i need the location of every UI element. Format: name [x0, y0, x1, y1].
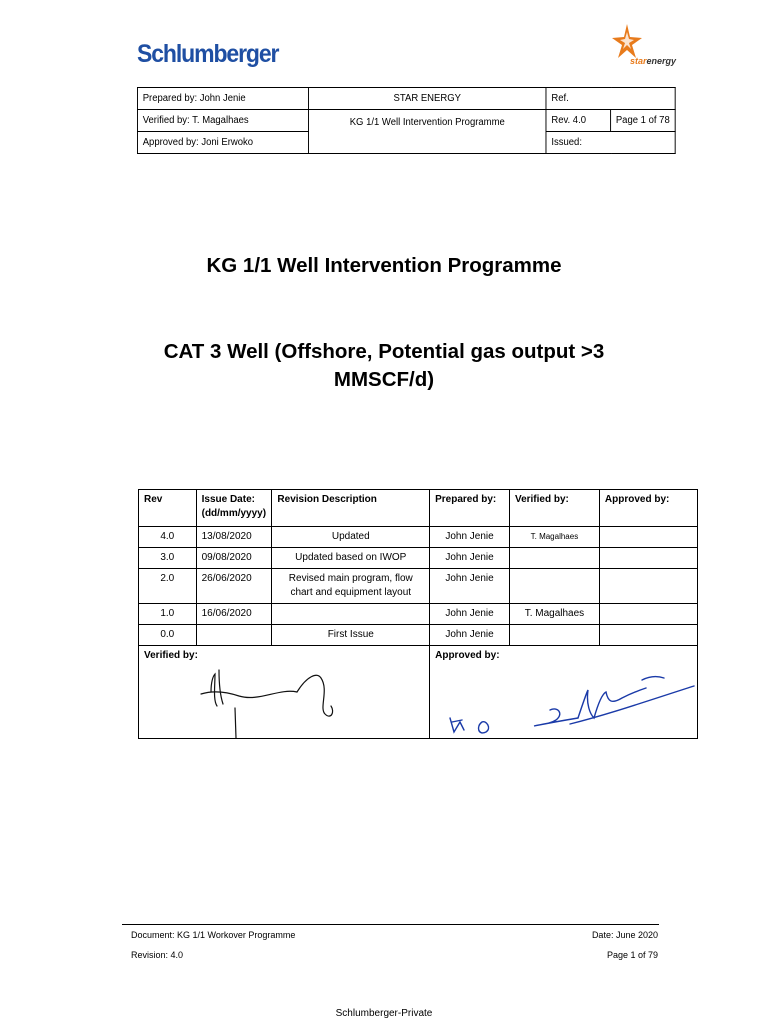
verified-by [509, 569, 599, 604]
col-header-verified: Verified by: [509, 490, 599, 527]
verified-by-label: Verified by: [144, 650, 198, 661]
page-cell: Page 1 of 78 [611, 110, 676, 132]
prepared-by-cell: Prepared by: John Jenie [137, 88, 308, 110]
col-header-rev: Rev [139, 490, 197, 527]
revision-description: First Issue [272, 625, 430, 646]
footer-page: Page 1 of 79 [606, 950, 658, 960]
approved-by [599, 527, 697, 548]
star-icon [612, 24, 642, 60]
schlumberger-logo: Schlumberger [137, 40, 279, 68]
rev-number: 1.0 [139, 604, 197, 625]
revision-description [272, 604, 430, 625]
verified-by: T. Magalhaes [509, 604, 599, 625]
star-energy-logo [606, 24, 686, 80]
prepared-by: John Jenie [430, 569, 510, 604]
revision-description: Updated based on IWOP [272, 548, 430, 569]
col-header-prepared: Prepared by: [430, 490, 510, 527]
issue-date: 16/06/2020 [196, 604, 272, 625]
col-header-approved: Approved by: [599, 490, 697, 527]
prepared-by: John Jenie [430, 548, 510, 569]
approved-by [599, 604, 697, 625]
revision-description: Revised main program, flow chart and equipment layout [272, 569, 430, 604]
revision-table [138, 489, 698, 739]
verified-by [509, 625, 599, 646]
footer-revision: Revision: 4.0 [131, 950, 184, 960]
approved-by-cell: Approved by: Joni Erwoko [137, 132, 308, 154]
classification-label: Schlumberger-Private [335, 1008, 433, 1019]
prepared-by: John Jenie [430, 527, 510, 548]
footer-date: Date: June 2020 [591, 930, 658, 940]
issued-cell: Issued: [546, 132, 675, 154]
verified-by: T. Magalhaes [509, 527, 599, 548]
issue-date [196, 625, 272, 646]
table-row [139, 569, 698, 604]
rev-number: 3.0 [139, 548, 197, 569]
rev-cell: Rev. 4.0 [546, 110, 611, 132]
footer-divider [122, 924, 659, 925]
col-header-issue-date: Issue Date: (dd/mm/yyyy) [196, 490, 272, 527]
issue-date: 26/06/2020 [196, 569, 272, 604]
verified-by [509, 548, 599, 569]
approved-by [599, 569, 697, 604]
rev-number: 4.0 [139, 527, 197, 548]
prepared-by: John Jenie [430, 604, 510, 625]
signature-row [139, 646, 698, 739]
verified-by-cell: Verified by: T. Magalhaes [137, 110, 308, 132]
approved-by-label: Approved by: [435, 650, 500, 661]
prepared-by: John Jenie [430, 625, 510, 646]
verified-signature-cell [139, 646, 430, 739]
col-header-description: Revision Description [272, 490, 430, 527]
revision-header-row [139, 490, 698, 527]
approved-by [599, 625, 697, 646]
issue-date: 09/08/2020 [196, 548, 272, 569]
issue-date: 13/08/2020 [196, 527, 272, 548]
document-header-table [137, 87, 676, 154]
footer-document: Document: KG 1/1 Workover Programme [131, 930, 296, 940]
page-subtitle: CAT 3 Well (Offshore, Potential gas output >3 MMSCF/d) [163, 340, 605, 391]
rev-number: 2.0 [139, 569, 197, 604]
ref-cell: Ref. [546, 88, 675, 110]
approved-by [599, 548, 697, 569]
star-energy-wordmark: starenergy [630, 56, 677, 66]
page-title: KG 1/1 Well Intervention Programme [206, 254, 562, 277]
rev-number: 0.0 [139, 625, 197, 646]
table-row [139, 604, 698, 625]
doc-title-cell: KG 1/1 Well Intervention Programme [308, 110, 546, 154]
table-row [139, 548, 698, 569]
revision-description: Updated [272, 527, 430, 548]
table-row [139, 625, 698, 646]
approved-signature-cell [430, 646, 698, 739]
table-row [139, 527, 698, 548]
organization-cell: STAR ENERGY [308, 88, 546, 110]
